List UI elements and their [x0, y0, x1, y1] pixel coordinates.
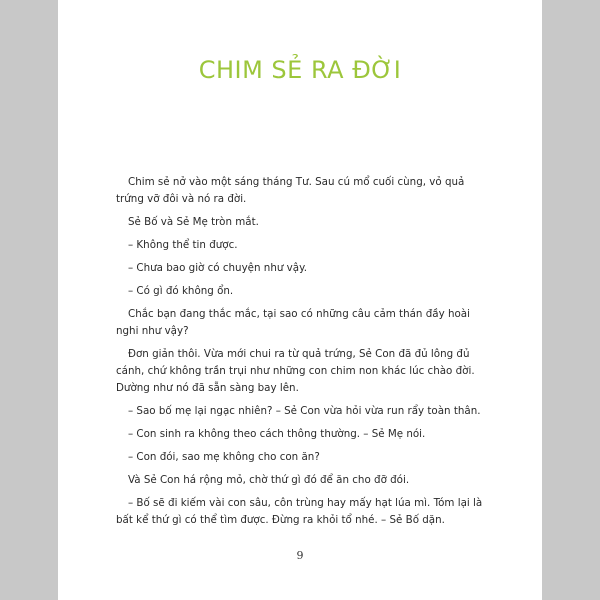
paragraph: Chắc bạn đang thắc mắc, tại sao có những câu cảm thán đầy hoài nghi như vậy?	[116, 308, 470, 337]
paragraph: – Con đói, sao mẹ không cho con ăn?	[128, 451, 320, 463]
paragraph: Và Sẻ Con há rộng mỏ, chờ thứ gì đó để ăn cho đỡ đói.	[128, 474, 410, 486]
paragraph: Sẻ Bố và Sẻ Mẹ tròn mắt.	[128, 216, 259, 228]
paragraph: – Có gì đó không ổn.	[128, 285, 234, 297]
book-page	[58, 0, 542, 600]
page-number: 9	[296, 549, 304, 562]
paragraph: – Sao bố mẹ lại ngạc nhiên? – Sẻ Con vừa hỏi vừa run rẩy toàn thân.	[128, 405, 481, 417]
paragraph: Đơn giản thôi. Vừa mới chui ra từ quả trứng, Sẻ Con đã đủ lông đủ cánh, chứ không trần trụi như những con chim non khác lúc chào đời. Dường như nó đã sẵn sàng bay lên.	[116, 348, 475, 394]
paragraph: – Chưa bao giờ có chuyện như vậy.	[128, 262, 307, 274]
paragraph: – Không thể tin được.	[128, 239, 238, 251]
body-text	[116, 174, 490, 535]
paragraph: – Con sinh ra không theo cách thông thường. – Sẻ Mẹ nói.	[128, 428, 426, 440]
paragraph: – Bố sẽ đi kiếm vài con sâu, côn trùng hay mấy hạt lúa mì. Tóm lại là bất kể thứ gì có thể tìm được. Đừng ra khỏi tổ nhé. – Sẻ Bố dặn.	[116, 497, 483, 526]
chapter-title: CHIM SẺ RA ĐỜI	[198, 56, 402, 84]
paragraph: Chim sẻ nở vào một sáng tháng Tư. Sau cú mổ cuối cùng, vỏ quả trứng vỡ đôi và nó ra đời.	[116, 176, 465, 205]
